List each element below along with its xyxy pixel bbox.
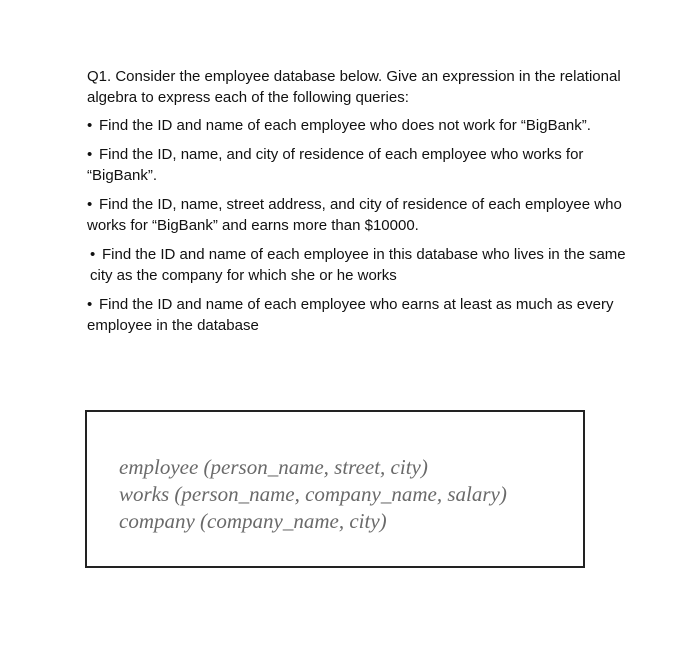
query-item-2 xyxy=(87,144,627,186)
bullet-icon: • xyxy=(90,246,96,263)
bullet-icon: • xyxy=(87,117,93,134)
bullet-icon: • xyxy=(87,296,93,313)
schema-employee: employee (person_name, street, city) xyxy=(119,455,428,479)
schema-company: company (company_name, city) xyxy=(119,509,387,533)
query-item-3 xyxy=(87,194,627,236)
query-item-5 xyxy=(87,294,627,336)
bullet-icon: • xyxy=(87,196,93,213)
query-text: Find the ID and name of each employee in this database who lives in the same city as the company for which she or he works xyxy=(90,246,626,284)
query-text: Find the ID and name of each employee who does not work for “BigBank”. xyxy=(99,117,591,134)
bullet-icon: • xyxy=(87,146,93,163)
schema-works: works (person_name, company_name, salary) xyxy=(119,482,507,506)
question-text xyxy=(87,66,627,344)
query-text: Find the ID, name, and city of residence of each employee who works for “BigBank”. xyxy=(87,146,584,184)
query-text: Find the ID, name, street address, and city of residence of each employee who works for “BigBank” and earns more than $10000. xyxy=(87,196,622,234)
query-text: Find the ID and name of each employee who earns at least as much as every employee in the database xyxy=(87,296,614,334)
query-item-1 xyxy=(87,115,627,136)
schema-definitions xyxy=(119,454,507,535)
question-intro: Q1. Consider the employee database below. Give an expression in the relational algebra to express each of the following queries: xyxy=(87,68,621,106)
query-item-4 xyxy=(87,244,627,286)
schema-box xyxy=(85,410,585,568)
